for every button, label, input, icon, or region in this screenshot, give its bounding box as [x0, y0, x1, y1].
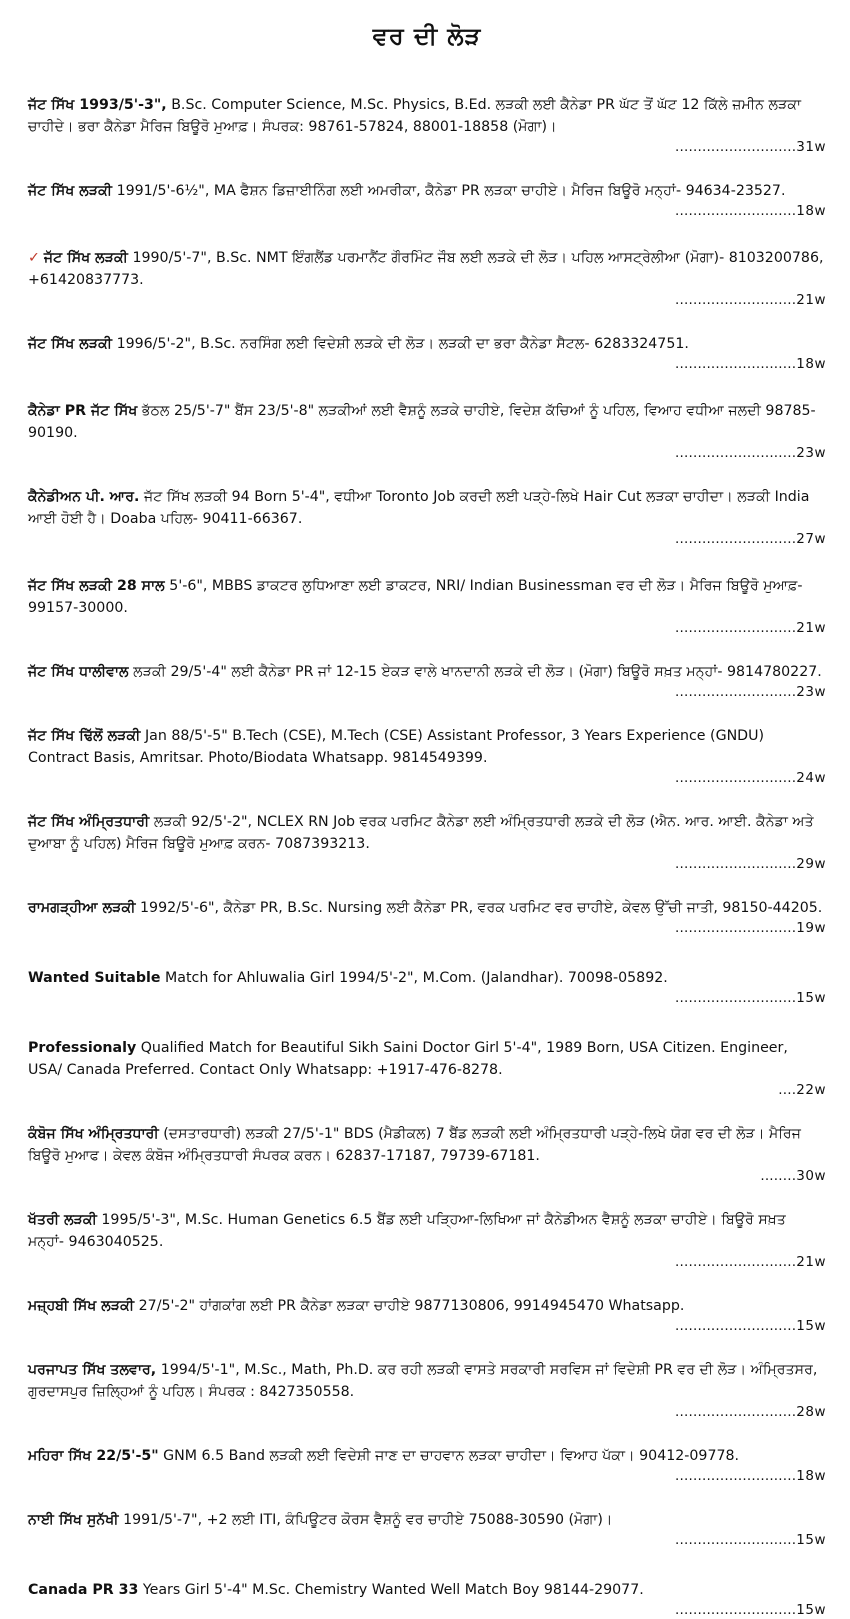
ad-item	[28, 725, 826, 787]
ad-word-count	[28, 355, 826, 373]
ad-body: B.Sc. Computer Science, M.Sc. Physics, B.Ed. ਲੜਕੀ ਲਈ ਕੈਨੇਡਾ PR ਘੱਟ ਤੋਂ ਘੱਟ 12 ਕਿੱਲੇ ਜ਼ਮੀਨ ਲੜਕਾ ਚਾਹੀਦੇ। ਭਰਾ ਕੈਨੇਡਾ ਮੈਰਿਜ ਬਿਊਰੋ ਮੁਆਫ਼। ਸੰਪਰਕ: 98761-57824, 88001-18858 (ਮੋਗਾ)।	[28, 97, 802, 135]
word-count-code: 15w	[796, 1602, 826, 1618]
ad-body: 1991/5'-7", +2 ਲਈ ITI, ਕੰਪਿਊਟਰ ਕੋਰਸ ਵੈਸ਼ਨੂੰ ਵਰ ਚਾਹੀਏ 75088-30590 (ਮੋਗਾ)।	[123, 1512, 613, 1528]
word-count-code: 23w	[796, 445, 826, 461]
ad-body: 27/5'-2" ਹਾਂਗਕਾਂਗ ਲਈ PR ਕੈਨੇਡਾ ਲੜਕਾ ਚਾਹੀਏ 9877130806, 9914945470 Whatsapp.	[138, 1298, 685, 1314]
word-count-code: 18w	[796, 1468, 826, 1484]
ad-word-count	[28, 619, 826, 637]
ad-word-count	[28, 1081, 826, 1099]
word-count-code: 30w	[796, 1168, 826, 1184]
ad-word-count	[28, 444, 826, 462]
leader-dots: ....	[778, 1082, 797, 1098]
word-count-code: 29w	[796, 856, 826, 872]
word-count-code: 18w	[796, 356, 826, 372]
leader-dots: ...........................	[675, 856, 797, 872]
ad-body: 1991/5'-6½", MA ਫੈਸ਼ਨ ਡਿਜ਼ਾਈਨਿੰਗ ਲਈ ਅਮਰੀਕਾ, ਕੈਨੇਡਾ PR ਲੜਕਾ ਚਾਹੀਏ। ਮੈਰਿਜ ਬਿਊਰੋ ਮਨ੍ਹਾਂ- 94634-23527.	[116, 183, 786, 199]
checkmark-icon: ✓	[28, 250, 40, 266]
word-count-code: 15w	[796, 1318, 826, 1334]
ad-lead: ਰਾਮਗੜ੍ਹੀਆ ਲੜਕੀ	[28, 900, 136, 916]
ad-item	[28, 811, 826, 873]
ad-body: GNM 6.5 Band ਲੜਕੀ ਲਈ ਵਿਦੇਸ਼ੀ ਜਾਣ ਦਾ ਚਾਹਵਾਨ ਲੜਕਾ ਚਾਹੀਦਾ। ਵਿਆਹ ਪੱਕਾ। 90412-09778.	[163, 1448, 740, 1464]
ad-item	[28, 661, 826, 701]
leader-dots: ...........................	[675, 620, 797, 636]
ad-item	[28, 1579, 826, 1619]
ad-text	[28, 180, 826, 202]
word-count-code: 21w	[796, 620, 826, 636]
leader-dots: ...........................	[675, 203, 797, 219]
ad-text	[28, 661, 826, 683]
word-count-code: 21w	[796, 292, 826, 308]
ad-lead: Wanted Suitable	[28, 970, 161, 986]
ad-word-count	[28, 1167, 826, 1185]
ad-item	[28, 94, 826, 156]
leader-dots: ...........................	[675, 920, 797, 936]
ad-body: Qualified Match for Beautiful Sikh Saini Doctor Girl 5'-4", 1989 Born, USA Citizen. Engineer, USA/ Canada Preferred. Contact Only Whatsapp: +1917-476-8278.	[28, 1040, 788, 1078]
ad-lead: Canada PR 33	[28, 1582, 139, 1598]
ad-text	[28, 897, 826, 919]
leader-dots: ...........................	[675, 139, 797, 155]
ad-body: 1996/5'-2", B.Sc. ਨਰਸਿੰਗ ਲਈ ਵਿਦੇਸ਼ੀ ਲੜਕੇ ਦੀ ਲੋੜ। ਲੜਕੀ ਦਾ ਭਰਾ ਕੈਨੇਡਾ ਸੈਟਲ- 6283324751.	[116, 336, 689, 352]
ad-item	[28, 967, 826, 1007]
ad-item	[28, 1123, 826, 1185]
ad-word-count	[28, 683, 826, 701]
ad-body: ਲੜਕੀ 92/5'-2", NCLEX RN Job ਵਰਕ ਪਰਮਿਟ ਕੈਨੇਡਾ ਲਈ ਅੰਮ੍ਰਿਤਧਾਰੀ ਲੜਕੇ ਦੀ ਲੋੜ (ਐਨ. ਆਰ. ਆਈ. ਕੈਨੇਡਾ ਅਤੇ ਦੁਆਬਾ ਨੂੰ ਪਹਿਲ) ਮੈਰਿਜ ਬਿਊਰੋ ਮੁਆਫ਼ ਕਰਨ- 7087393213.	[28, 814, 814, 852]
ad-word-count	[28, 291, 826, 309]
page-heading: ਵਰ ਦੀ ਲੋੜ	[372, 22, 482, 50]
ad-text	[28, 811, 826, 855]
ad-text	[28, 333, 826, 355]
ad-text	[28, 1037, 826, 1081]
ad-item	[28, 1359, 826, 1421]
ad-body: 5'-6", MBBS ਡਾਕਟਰ ਲੁਧਿਆਣਾ ਲਈ ਡਾਕਟਰ, NRI/ Indian Businessman ਵਰ ਦੀ ਲੋੜ। ਮੈਰਿਜ ਬਿਊਰੋ ਮੁਆਫ਼- 99157-30000.	[28, 578, 803, 616]
ad-text	[28, 247, 826, 291]
ad-word-count	[28, 919, 826, 937]
word-count-code: 31w	[796, 139, 826, 155]
ad-lead: ਜੱਟ ਸਿੱਖ ਲੜਕੀ	[28, 183, 113, 199]
word-count-code: 15w	[796, 1532, 826, 1548]
ad-text	[28, 94, 826, 138]
ad-text	[28, 400, 826, 444]
ad-body: 1994/5'-1", M.Sc., Math, Ph.D. ਕਰ ਰਹੀ ਲੜਕੀ ਵਾਸਤੇ ਸਰਕਾਰੀ ਸਰਵਿਸ ਜਾਂ ਵਿਦੇਸ਼ੀ PR ਵਰ ਦੀ ਲੋੜ। ਅੰਮ੍ਰਿਤਸਰ, ਗੁਰਦਾਸਪੁਰ ਜ਼ਿਲ੍ਹਿਆਂ ਨੂੰ ਪਹਿਲ। ਸੰਪਰਕ : 8427350558.	[28, 1362, 818, 1400]
ad-text	[28, 1359, 826, 1403]
leader-dots: ...........................	[675, 770, 797, 786]
leader-dots: ...........................	[675, 1404, 797, 1420]
word-count-code: 15w	[796, 990, 826, 1006]
leader-dots: ...........................	[675, 1318, 797, 1334]
leader-dots: ...........................	[675, 1602, 797, 1618]
word-count-code: 22w	[796, 1082, 826, 1098]
ad-item	[28, 1209, 826, 1271]
ad-item	[28, 333, 826, 373]
leader-dots: ........	[760, 1168, 797, 1184]
leader-dots: ...........................	[675, 990, 797, 1006]
ad-text	[28, 725, 826, 769]
word-count-code: 28w	[796, 1404, 826, 1420]
ad-lead: ਜੱਟ ਸਿੱਖ ਢਿੱਲੋਂ ਲੜਕੀ	[28, 728, 141, 744]
ad-text	[28, 1295, 826, 1317]
ad-word-count	[28, 769, 826, 787]
ad-lead: ਕੈਨੇਡੀਅਨ ਪੀ. ਆਰ.	[28, 489, 140, 505]
ad-item	[28, 1509, 826, 1549]
ad-lead: ਖੱਤਰੀ ਲੜਕੀ	[28, 1212, 97, 1228]
ad-lead: ਕੰਬੋਜ ਸਿੱਖ ਅੰਮ੍ਰਿਤਧਾਰੀ	[28, 1126, 159, 1142]
ad-word-count	[28, 1531, 826, 1549]
ad-text	[28, 1445, 826, 1467]
ad-lead: ਜੱਟ ਸਿੱਖ ਧਾਲੀਵਾਲ	[28, 664, 129, 680]
leader-dots: ...........................	[675, 1532, 797, 1548]
ad-text	[28, 1123, 826, 1167]
ad-body: 1990/5'-7", B.Sc. NMT ਇੰਗਲੈਂਡ ਪਰਮਾਨੈਂਟ ਗੌਰਮਿੰਟ ਜੌਬ ਲਈ ਲੜਕੇ ਦੀ ਲੋੜ। ਪਹਿਲ ਆਸਟ੍ਰੇਲੀਆ (ਮੋਗਾ)- 8103200786, +61420837773.	[28, 250, 824, 288]
ad-lead: ਜੱਟ ਸਿੱਖ ਅੰਮ੍ਰਿਤਧਾਰੀ	[28, 814, 150, 830]
ad-word-count	[28, 989, 826, 1007]
ad-text	[28, 486, 826, 530]
ad-body: (ਦਸਤਾਰਧਾਰੀ) ਲੜਕੀ 27/5'-1" BDS (ਮੈਡੀਕਲ) 7 ਬੈਂਡ ਲੜਕੀ ਲਈ ਅੰਮ੍ਰਿਤਧਾਰੀ ਪੜ੍ਹੇ-ਲਿਖੇ ਯੋਗ ਵਰ ਦੀ ਲੋੜ। ਮੈਰਿਜ ਬਿਊਰੋ ਮੁਆਫ। ਕੇਵਲ ਕੰਬੋਜ ਅੰਮ੍ਰਿਤਧਾਰੀ ਸੰਪਰਕ ਕਰਨ। 62837-17187, 79739-67181.	[28, 1126, 801, 1164]
ad-body: Match for Ahluwalia Girl 1994/5'-2", M.Com. (Jalandhar). 70098-05892.	[165, 970, 668, 986]
word-count-code: 23w	[796, 684, 826, 700]
ad-item	[28, 400, 826, 462]
ad-word-count	[28, 1467, 826, 1485]
ad-item	[28, 897, 826, 937]
ad-body: ਭੱਠਲ 25/5'-7" ਬੈਂਸ 23/5'-8" ਲੜਕੀਆਂ ਲਈ ਵੈਸ਼ਨੂੰ ਲੜਕੇ ਚਾਹੀਏ, ਵਿਦੇਸ਼ ਕੱਚਿਆਂ ਨੂੰ ਪਹਿਲ, ਵਿਆਹ ਵਧੀਆ ਜਲਦੀ 98785-90190.	[28, 403, 816, 441]
ad-word-count	[28, 1403, 826, 1421]
ad-lead: ਜੱਟ ਸਿੱਖ ਲੜਕੀ	[28, 336, 113, 352]
leader-dots: ...........................	[675, 356, 797, 372]
ad-list	[28, 94, 826, 1619]
ad-lead: ਜੱਟ ਸਿੱਖ ਲੜਕੀ 28 ਸਾਲ	[28, 578, 165, 594]
ad-word-count	[28, 530, 826, 548]
ad-item	[28, 575, 826, 637]
ad-lead: ਨਾਈ ਸਿੱਖ ਸੁਨੱਖੀ	[28, 1512, 119, 1528]
ad-word-count	[28, 202, 826, 220]
word-count-code: 24w	[796, 770, 826, 786]
ad-item	[28, 1445, 826, 1485]
ad-item	[28, 247, 826, 309]
ad-lead: ਮਹਿਰਾ ਸਿੱਖ 22/5'-5"	[28, 1448, 159, 1464]
word-count-code: 18w	[796, 203, 826, 219]
ad-body: Years Girl 5'-4" M.Sc. Chemistry Wanted Well Match Boy 98144-29077.	[142, 1582, 644, 1598]
ad-item	[28, 486, 826, 548]
ad-text	[28, 967, 826, 989]
leader-dots: ...........................	[675, 445, 797, 461]
word-count-code: 21w	[796, 1254, 826, 1270]
ad-word-count	[28, 1601, 826, 1619]
ad-item	[28, 1295, 826, 1335]
ad-body: Jan 88/5'-5" B.Tech (CSE), M.Tech (CSE) Assistant Professor, 3 Years Experience (GNDU) Contract Basis, Amritsar. Photo/Biodata Whatsapp. 9814549399.	[28, 728, 765, 766]
leader-dots: ...........................	[675, 684, 797, 700]
ad-item	[28, 1037, 826, 1099]
ad-body: ਲੜਕੀ 29/5'-4" ਲਈ ਕੈਨੇਡਾ PR ਜਾਂ 12-15 ਏਕੜ ਵਾਲੇ ਖਾਨਦਾਨੀ ਲੜਕੇ ਦੀ ਲੋੜ। (ਮੋਗਾ) ਬਿਊਰੋ ਸਖ਼ਤ ਮਨ੍ਹਾਂ- 9814780227.	[133, 664, 822, 680]
leader-dots: ...........................	[675, 531, 797, 547]
ad-text	[28, 1579, 826, 1601]
leader-dots: ...........................	[675, 1468, 797, 1484]
ad-lead: ਜੱਟ ਸਿੱਖ 1993/5'-3",	[28, 97, 167, 113]
ad-body: 1995/5'-3", M.Sc. Human Genetics 6.5 ਬੈਂਡ ਲਈ ਪੜ੍ਹਿਆ-ਲਿਖਿਆ ਜਾਂ ਕੈਨੇਡੀਅਨ ਵੈਸ਼ਨੂੰ ਲੜਕਾ ਚਾਹੀਏ। ਬਿਊਰੋ ਸਖ਼ਤ ਮਨ੍ਹਾਂ- 9463040525.	[28, 1212, 786, 1250]
ad-lead: ਜੱਟ ਸਿੱਖ ਲੜਕੀ	[43, 250, 128, 266]
ad-body: 1992/5'-6", ਕੈਨੇਡਾ PR, B.Sc. Nursing ਲਈ ਕੈਨੇਡਾ PR, ਵਰਕ ਪਰਮਿਟ ਵਰ ਚਾਹੀਏ, ਕੇਵਲ ਉੱਚੀ ਜਾਤੀ, 98150-44205.	[140, 900, 823, 916]
word-count-code: 19w	[796, 920, 826, 936]
word-count-code: 27w	[796, 531, 826, 547]
ad-word-count	[28, 1317, 826, 1335]
ad-item	[28, 180, 826, 220]
ad-word-count	[28, 138, 826, 156]
ad-word-count	[28, 855, 826, 873]
leader-dots: ...........................	[675, 1254, 797, 1270]
ad-text	[28, 575, 826, 619]
ad-word-count	[28, 1253, 826, 1271]
ad-lead: Professionaly	[28, 1040, 137, 1056]
ad-text	[28, 1509, 826, 1531]
leader-dots: ...........................	[675, 292, 797, 308]
ad-lead: ਮਜ਼੍ਹਬੀ ਸਿੱਖ ਲੜਕੀ	[28, 1298, 135, 1314]
ad-text	[28, 1209, 826, 1253]
ad-lead: ਕੈਨੇਡਾ PR ਜੱਟ ਸਿੱਖ	[28, 403, 138, 419]
ad-body: ਜੱਟ ਸਿੱਖ ਲੜਕੀ 94 Born 5'-4", ਵਧੀਆ Toronto Job ਕਰਦੀ ਲਈ ਪੜ੍ਹੇ-ਲਿਖੇ Hair Cut ਲੜਕਾ ਚਾਹੀਦਾ। ਲੜਕੀ India ਆਈ ਹੋਈ ਹੈ। Doaba ਪਹਿਲ- 90411-66367.	[28, 489, 810, 527]
ad-lead: ਪਰਜਾਪਤ ਸਿੱਖ ਤਲਵਾਰ,	[28, 1362, 157, 1378]
